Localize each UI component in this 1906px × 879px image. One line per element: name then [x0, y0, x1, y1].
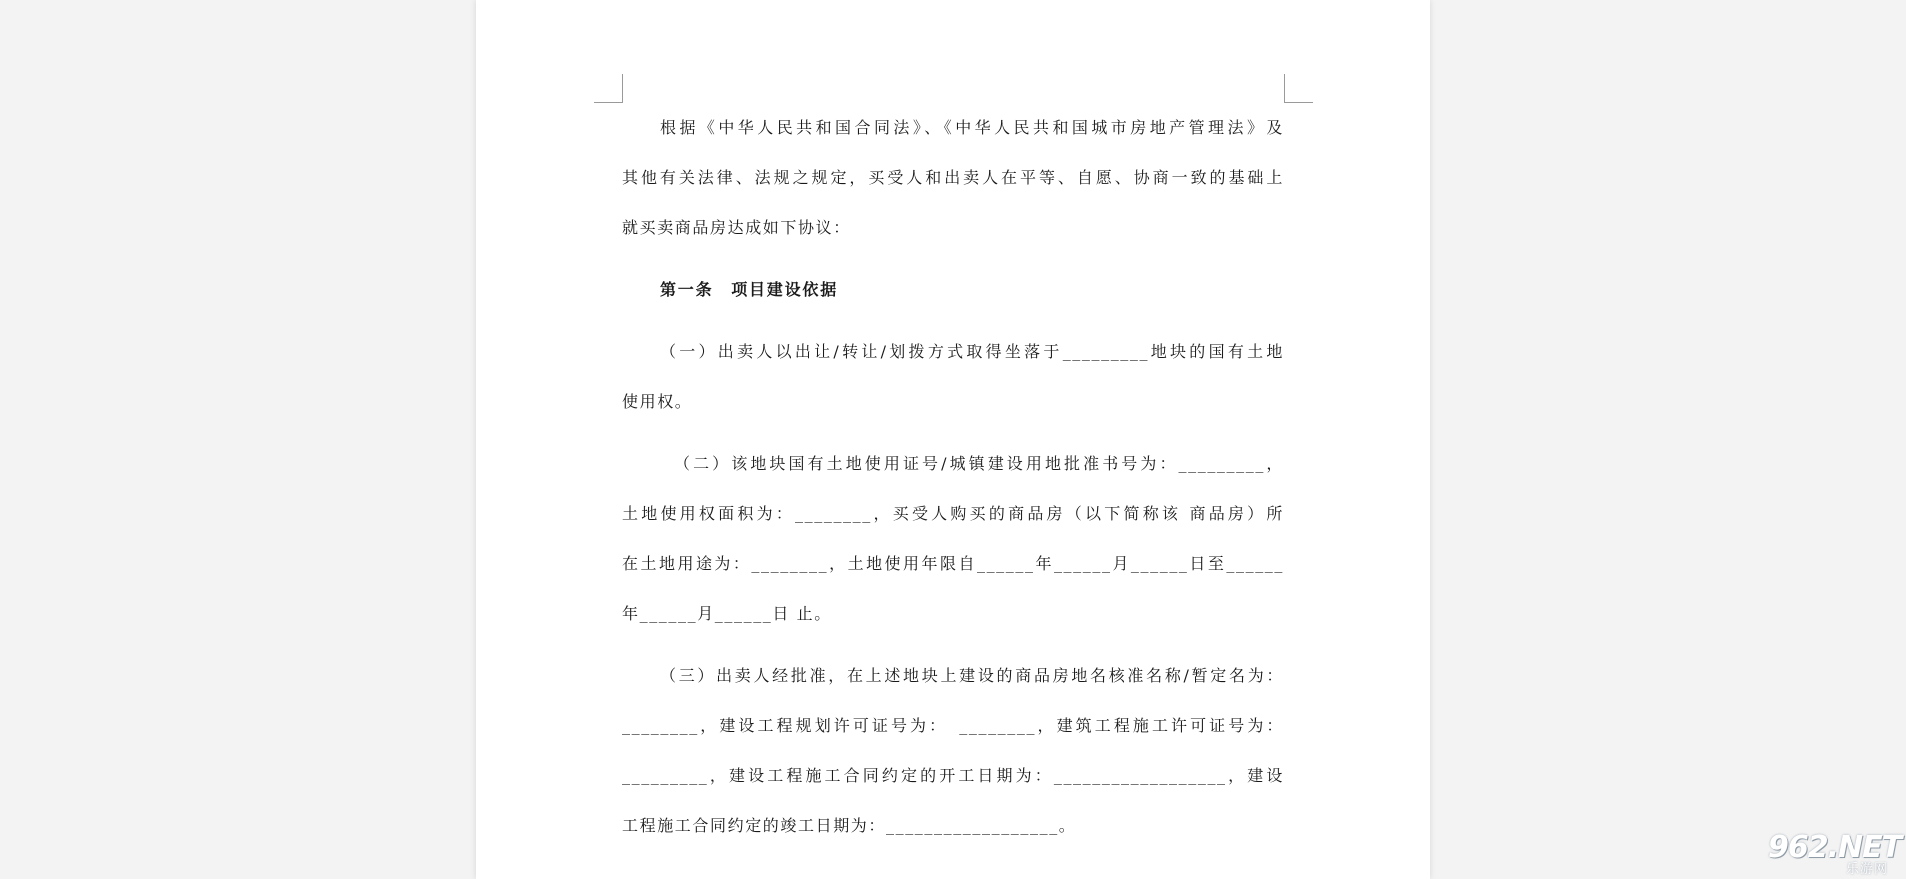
- paragraph-line: ________，建设工程规划许可证号为： ________，建筑工程施工许可证号为：: [622, 716, 1284, 735]
- site-watermark-logo: [1768, 830, 1900, 876]
- margin-corner-mark-top-left: [594, 74, 623, 103]
- article-heading: 第一条 项目建设依据: [660, 280, 839, 299]
- document-page: [476, 0, 1430, 879]
- margin-corner-mark-top-right: [1284, 74, 1313, 103]
- paragraph-line: 在土地用途为：________，土地使用年限自______年______月______日至______: [622, 554, 1284, 573]
- paragraph-line: _________，建设工程施工合同约定的开工日期为：__________________，建设: [622, 766, 1284, 785]
- watermark-sub-text: 乐游网: [1846, 862, 1889, 877]
- paragraph-line: 就买卖商品房达成如下协议：: [622, 218, 851, 237]
- paragraph-line: （三）出卖人经批准，在上述地块上建设的商品房地名核准名称/暂定名为：: [660, 666, 1284, 685]
- paragraph-line: 其他有关法律、法规之规定，买受人和出卖人在平等、自愿、协商一致的基础上: [622, 168, 1284, 187]
- paragraph-line: 土地使用权面积为：________，买受人购买的商品房（以下简称该 商品房）所: [622, 504, 1284, 523]
- paragraph-line: 工程施工合同约定的竣工日期为：__________________。: [622, 816, 1077, 835]
- paragraph-line: 使用权。: [622, 392, 693, 411]
- watermark-logo-text: 962.NET: [1768, 830, 1902, 865]
- paragraph-line: （一）出卖人以出让/转让/划拨方式取得坐落于_________地块的国有土地: [660, 342, 1284, 361]
- paragraph-line: 根据《中华人民共和国合同法》、《中华人民共和国城市房地产管理法》及: [660, 118, 1284, 137]
- paragraph-line: 年______月______日 止。: [622, 604, 832, 623]
- paragraph-line: （二）该地块国有土地使用证号/城镇建设用地批准书号为：_________，: [674, 454, 1284, 473]
